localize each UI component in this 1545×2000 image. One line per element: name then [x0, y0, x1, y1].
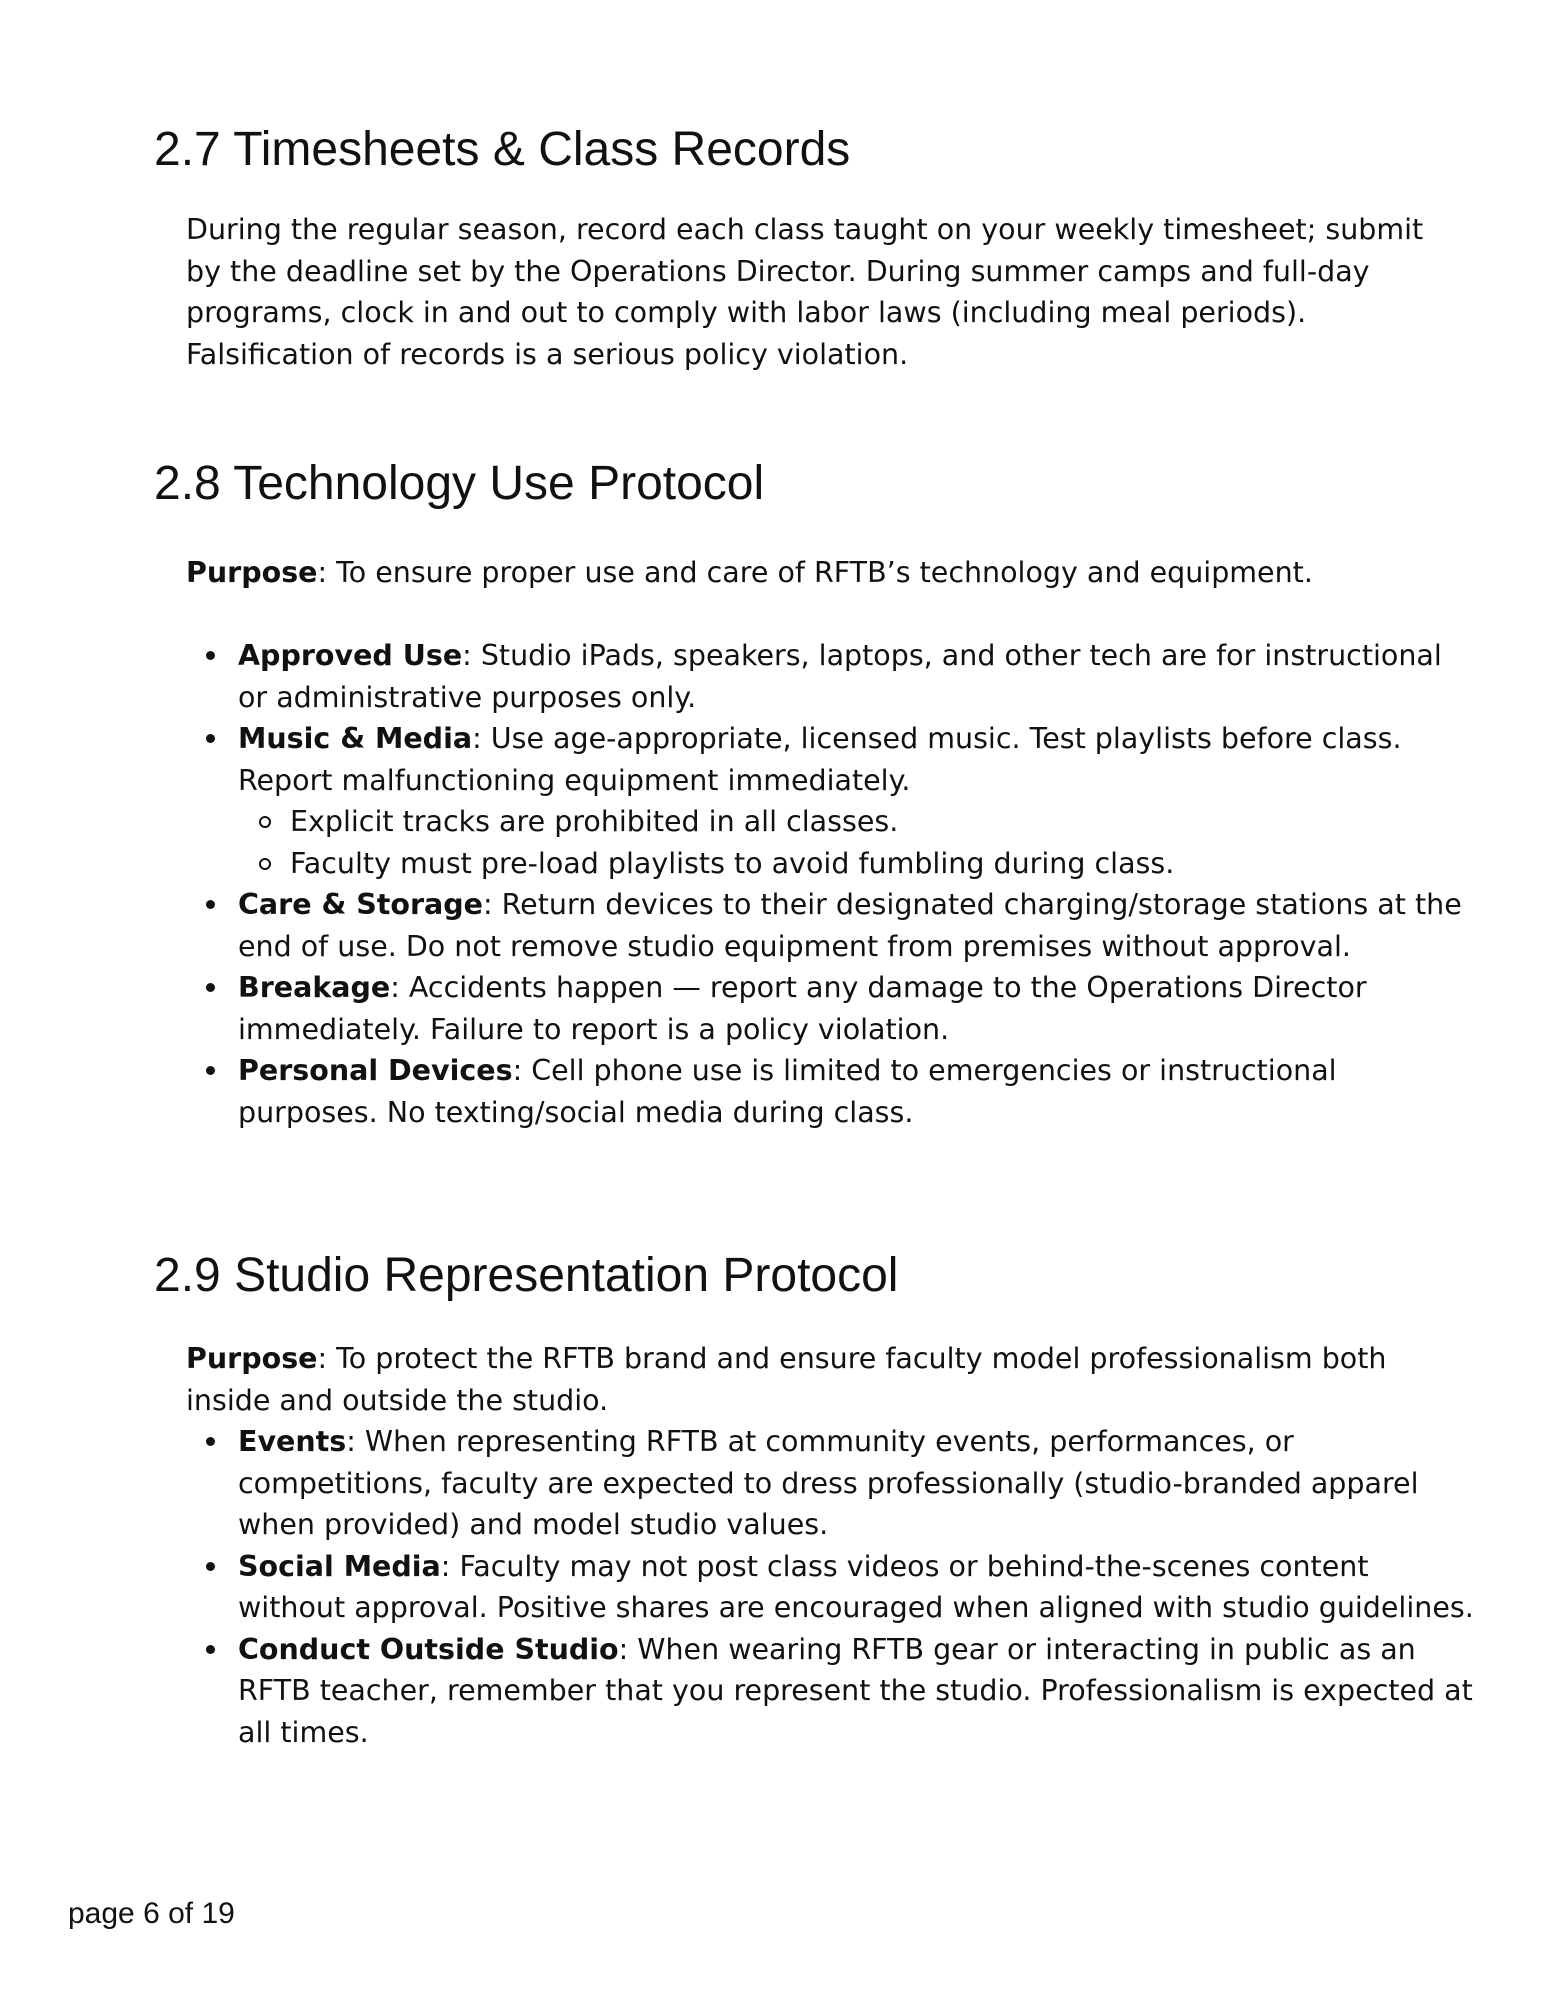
list-item-label: Breakage — [238, 971, 391, 1004]
list-item-breakage — [238, 967, 1478, 1050]
list-item-text: : Return devices to their designated charging/storage stations at the end of use. Do not remove studio equipment from premises without approval. — [238, 888, 1462, 963]
purpose-text: : To ensure proper use and care of RFTB’s technology and equipment. — [317, 556, 1313, 589]
list-item-label: Events — [238, 1425, 347, 1458]
list-item-label: Conduct Outside Studio — [238, 1632, 619, 1666]
list-item-text: : Cell phone use is limited to emergencies or instructional purposes. No texting/social media during class. — [238, 1054, 1337, 1129]
music-media-sublist — [238, 801, 1478, 884]
list-item-text: : Studio iPads, speakers, laptops, and other tech are for instructional or administrative purposes only. — [238, 639, 1442, 714]
section-heading-2-9: 2.9 Studio Representation Protocol — [154, 1249, 899, 1302]
list-item-care-storage — [238, 884, 1478, 967]
list-item-social-media — [238, 1546, 1478, 1629]
list-item-events — [238, 1421, 1478, 1546]
list-item-text: : When representing RFTB at community events, performances, or competitions, faculty are expected to dress professionally (studio-branded apparel when provided) and model studio values. — [238, 1425, 1419, 1541]
section-2-9-purpose — [186, 1338, 1426, 1421]
list-item-label: Approved Use — [238, 639, 463, 672]
list-item-text: : Use age-appropriate, licensed music. Test playlists before class. Report malfunctioning equipment immediately. — [238, 722, 1402, 797]
list-item-text: : When wearing RFTB gear or interacting in public as an RFTB teacher, remember that you represent the studio. Professionalism is expected at all times. — [238, 1632, 1473, 1749]
list-item-approved-use — [238, 635, 1478, 718]
section-heading-2-7: 2.7 Timesheets & Class Records — [154, 123, 851, 176]
representation-protocol-list — [186, 1421, 1478, 1753]
list-item-conduct-outside-studio — [238, 1629, 1478, 1754]
purpose-label: Purpose — [186, 1342, 318, 1375]
list-item-label: Care & Storage — [238, 888, 483, 921]
purpose-text: : To protect the RFTB brand and ensure faculty model professionalism both inside and outside the studio. — [186, 1342, 1387, 1417]
list-item-music-media — [238, 718, 1478, 884]
section-2-7-paragraph: During the regular season, record each class taught on your weekly timesheet; submit by the deadline set by the Operations Director. During summer camps and full-day programs, clock in and out to comply with labor laws (including meal periods). Falsification of records is a serious policy violation. — [186, 213, 1424, 371]
list-item-label: Social Media — [238, 1549, 441, 1583]
section-2-8-purpose — [186, 552, 1426, 594]
purpose-label: Purpose — [186, 556, 318, 589]
page-number: page 6 of 19 — [68, 1897, 235, 1930]
sublist-item: Faculty must pre-load playlists to avoid fumbling during class. — [290, 843, 1478, 885]
section-heading-2-8: 2.8 Technology Use Protocol — [154, 457, 765, 510]
list-item-label: Music & Media — [238, 722, 473, 755]
list-item-personal-devices — [238, 1050, 1478, 1133]
list-item-text: : Faculty may not post class videos or behind-the-scenes content without approval. Positive shares are encouraged when aligned with studio guidelines. — [238, 1549, 1474, 1624]
sublist-item: Explicit tracks are prohibited in all classes. — [290, 801, 1478, 843]
list-item-text: : Accidents happen — report any damage to the Operations Director immediately. Failure to report is a policy violation. — [238, 971, 1367, 1046]
list-item-label: Personal Devices — [238, 1054, 513, 1087]
technology-protocol-list — [186, 635, 1478, 1133]
